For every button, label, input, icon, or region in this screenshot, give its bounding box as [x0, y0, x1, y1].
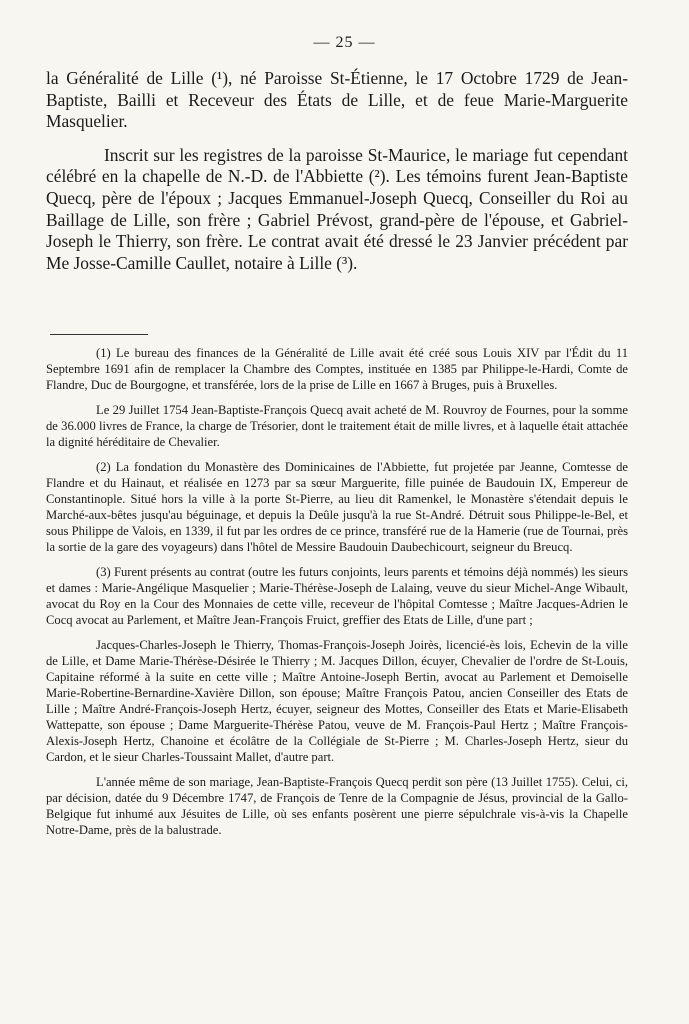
footnote-1: (1) Le bureau des finances de la Généralité de Lille avait été créé sous Louis XIV par l'Édit du 11 Septembre 1691 afin de remplacer la Chambre des Comptes, instituée en 1385 par Philippe-le-Hardi, Comte de Flandre, Duc de Bourgogne, et transférée, lors de la prise de Lille en 1667 à Bruges, puis à Bruxelles. [46, 346, 628, 392]
footnote-3-final: L'année même de son mariage, Jean-Baptiste-François Quecq perdit son père (13 Juillet 1755). Celui, ci, par décision, datée du 9 Décembre 1747, de François de Tenre de la Compagnie de Jésus, provincial de la Gallo-Belgique fut inhumé aux Jésuites de Lille, où ses enfants posèrent une pierre sépulchrale vis-à-vis la Chapelle Notre-Dame, près de la balustrade. [46, 775, 628, 837]
page-number: — 25 — [313, 34, 376, 51]
footnote-3: (3) Furent présents au contrat (outre les futurs conjoints, leurs parents et témoins déjà nommés) les sieurs et dames : Marie-Angélique Masquelier ; Marie-Thérèse-Joseph de Lalaing, veuve du sieur Michel-Ange Wibault, avocat du Roy en la Cour des Monnaies de cette ville, receveur de l'hôpital Comtesse ; Maître Jacques-Adrien le Cocq avocat au Parlement, et Maître Jean-François Fruict, greffier des Etats de Lille, d'une part ; [46, 565, 628, 627]
footnote-1-continued: Le 29 Juillet 1754 Jean-Baptiste-François Quecq avait acheté de M. Rouvroy de Fournes, pour la somme de 36.000 livres de France, la charge de Trésorier, dont le traitement était de mille livres, et à laquelle était attachée la dignité héréditaire de Chevalier. [46, 403, 628, 449]
footnote-separator [50, 334, 148, 335]
footnote-3-continued: Jacques-Charles-Joseph le Thierry, Thomas-François-Joseph Joirès, licencié-ès lois, Echevin de la ville de Lille, et Dame Marie-Thérèse-Désirée le Thierry ; M. Jacques Dillon, écuyer, Chevalier de l'ordre de St-Louis, Capitaine réformé à la suite en cette ville ; Maître Antoine-Joseph Bertin, avocat au Parlement et Demoiselle Marie-Robertine-Bernardine-Xavière Dillon, son épouse; Maître François Patou, ancien Conseiller des Etats de Lille ; Maître André-François-Joseph Hertz, écuyer, seigneur des Mottes, Conseiller des Etats et Marie-Elisabeth Wattepatte, son épouse ; Dame Marguerite-Thérèse Patou, veuve de M. François-Paul Hertz ; Maître François-Alexis-Joseph Hertz, Chanoine et écolâtre de la Collégiale de St-Pierre ; M. Charles-Joseph Hertz, sieur du Cardon, et le sieur Charles-Toussaint Mallet, d'autre part. [46, 638, 628, 764]
footnote-2: (2) La fondation du Monastère des Dominicaines de l'Abbiette, fut projetée par Jeanne, Comtesse de Flandre et du Hainaut, et réalisée en 1273 par sa sœur Marguerite, fille puinée de Baudouin IX, Empereur de Constantinople. Situé hors la ville à la porte St-Pierre, au lieu dit Ramenkel, le Monastère s'étendait depuis le Marché-aux-bêtes jusqu'au béguinage, et depuis la Deûle jusqu'à la rue St-André. Détruit sous Philippe-le-Bel, et sous Philippe de Valois, en 1339, il fut par les ordres de ce prince, transféré rue de la Hamerie (rue de Tournai, près la sortie de la gare des voyageurs) dans l'hôtel de Messire Baudouin Daubechicourt, seigneur du Breucq. [46, 460, 628, 554]
footnotes [46, 345, 628, 841]
main-text [46, 68, 628, 274]
main-paragraph: Inscrit sur les registres de la paroisse St-Maurice, le mariage fut cependant célébré en la chapelle de N.-D. de l'Abbiette (²). Les témoins furent Jean-Baptiste Quecq, père de l'époux ; Jacques Emmanuel-Joseph Quecq, Conseiller du Roi au Baillage de Lille, son frère ; Gabriel Prévost, grand-père de l'épouse, et Gabriel-Joseph le Thierry, son frère. Le contrat avait été dressé le 23 Janvier précédent par Me Josse-Camille Caullet, notaire à Lille (³). [46, 144, 628, 273]
main-paragraph: la Généralité de Lille (¹), né Paroisse St-Étienne, le 17 Octobre 1729 de Jean-Baptiste, Bailli et Receveur des États de Lille, et de feue Marie-Marguerite Masquelier. [46, 68, 628, 132]
